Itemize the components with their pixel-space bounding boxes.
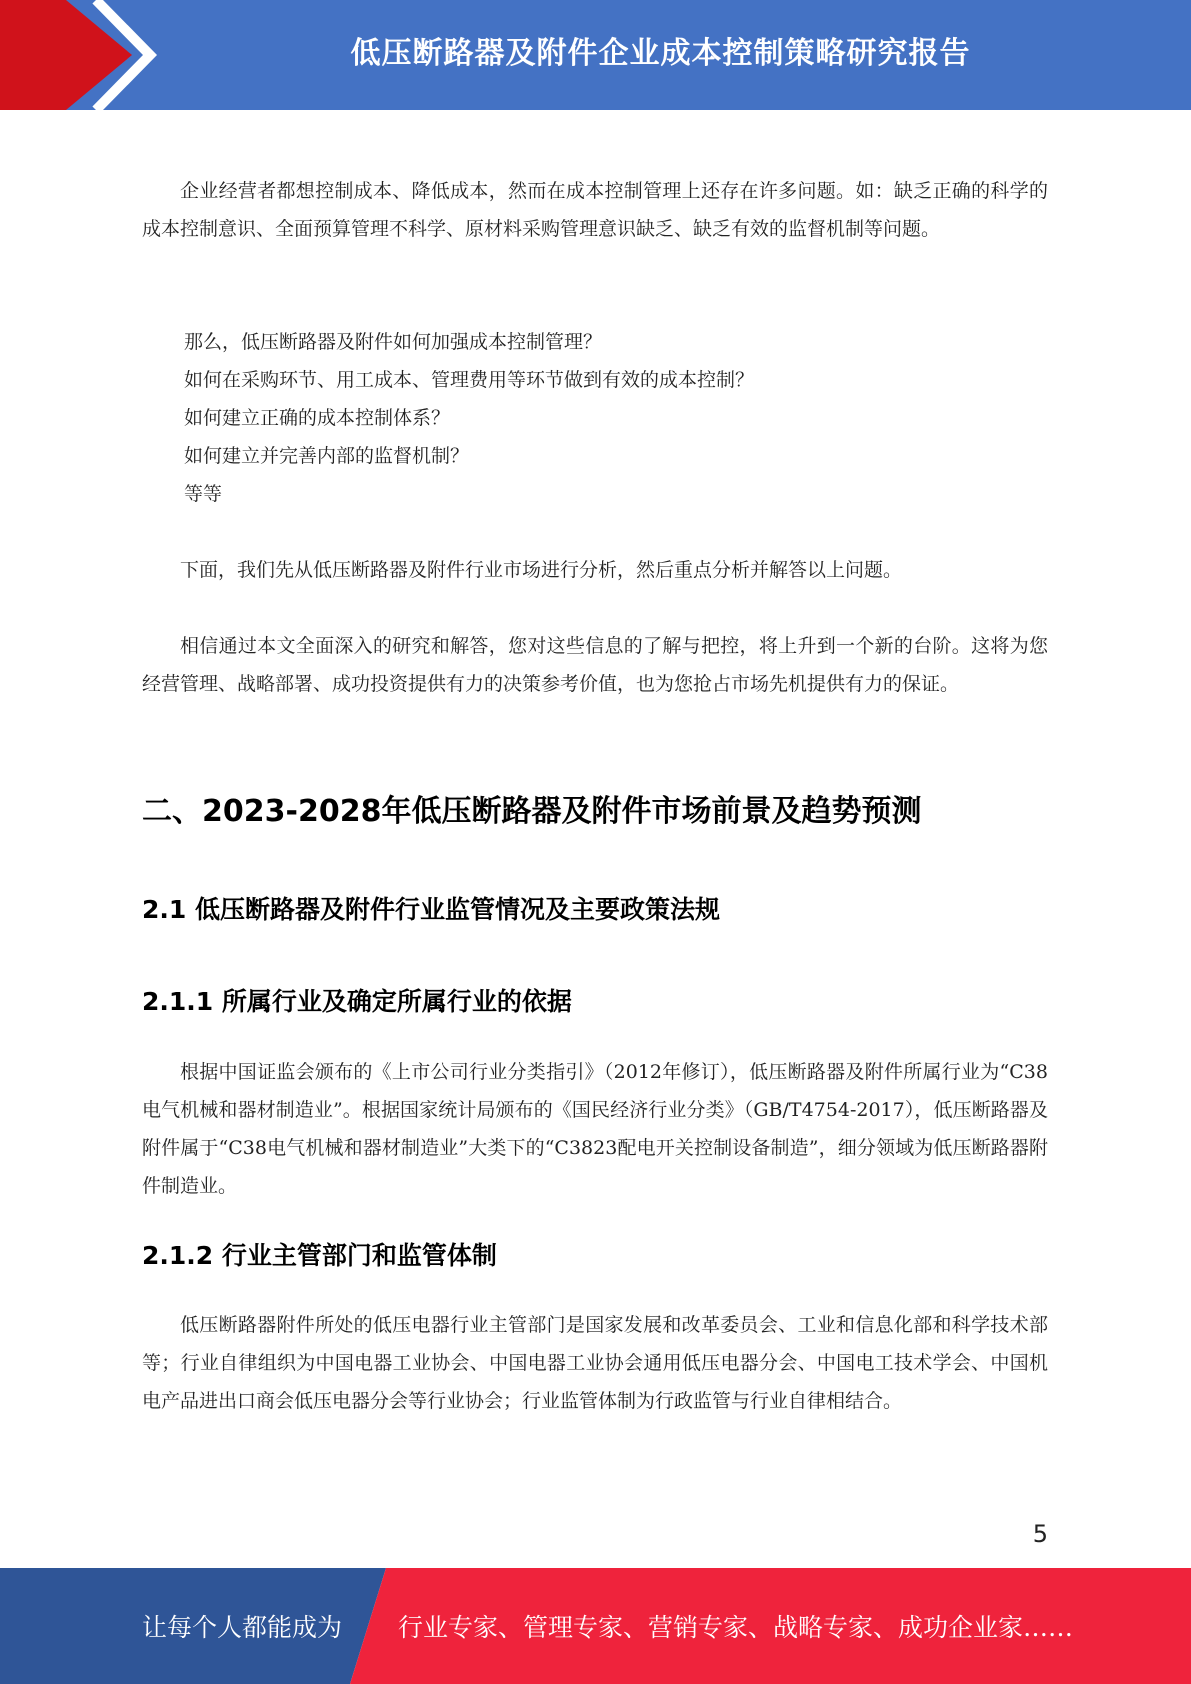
- question-line-4: 如何建立并完善内部的监督机制？: [184, 445, 470, 467]
- question-line-2: 如何在采购环节、用工成本、管理费用等环节做到有效的成本控制？: [184, 369, 755, 391]
- paragraph-2-1-1: 根据中国证监会颁布的《上市公司行业分类指引》（2012年修订），低压断路器及附件所属行业为“C38电气机械和器材制造业”。根据国家统计局颁布的《国民经济行业分类》（GB/T4754-2017），低压断路器及附件属于“C38电气机械和器材制造业”大类下的“C3823配电开关控制设备制造”，细分领域为低压断路器附件制造业。: [142, 1061, 1048, 1197]
- footer-slogan-left: 让每个人都能成为: [142, 1613, 343, 1642]
- header-title: 低压断路器及附件企业成本控制策略研究报告: [350, 36, 971, 71]
- question-line-3: 如何建立正确的成本控制体系？: [184, 407, 451, 429]
- page-number: 5: [1032, 1520, 1048, 1548]
- subsection-heading-2-1-1: 2.1.1 所属行业及确定所属行业的依据: [142, 987, 572, 1016]
- page-header: [0, 0, 1191, 110]
- page-footer: [0, 1568, 1191, 1684]
- section-heading: 二、2023-2028年低压断路器及附件市场前景及趋势预测: [142, 794, 922, 829]
- paragraph-2-1-2: 低压断路器附件所处的低压电器行业主管部门是国家发展和改革委员会、工业和信息化部和科学技术部等；行业自律组织为中国电器工业协会、中国电器工业协会通用低压电器分会、中国电工技术学会、中国机电产品进出口商会低压电器分会等行业协会；行业监管体制为行政监管与行业自律相结合。: [142, 1314, 1048, 1412]
- subsection-heading-2-1-2: 2.1.2 行业主管部门和监管体制: [142, 1241, 497, 1270]
- intro-paragraph: 企业经营者都想控制成本、降低成本，然而在成本控制管理上还存在许多问题。如：缺乏正确的科学的成本控制意识、全面预算管理不科学、原材料采购管理意识缺乏、缺乏有效的监督机制等问题。: [142, 180, 1048, 240]
- belief-paragraph: 相信通过本文全面深入的研究和解答，您对这些信息的了解与把控，将上升到一个新的台阶。这将为您经营管理、战略部署、成功投资提供有力的决策参考价值，也为您抢占市场先机提供有力的保证。: [142, 635, 1048, 695]
- question-line-1: 那么，低压断路器及附件如何加强成本控制管理？: [184, 331, 603, 353]
- analysis-paragraph: 下面，我们先从低压断路器及附件行业市场进行分析，然后重点分析并解答以上问题。: [180, 559, 903, 581]
- question-line-5: 等等: [184, 483, 223, 505]
- footer-slogan-right: 行业专家、管理专家、营销专家、战略专家、成功企业家……: [398, 1613, 1074, 1642]
- subsection-heading-2-1: 2.1 低压断路器及附件行业监管情况及主要政策法规: [142, 895, 720, 924]
